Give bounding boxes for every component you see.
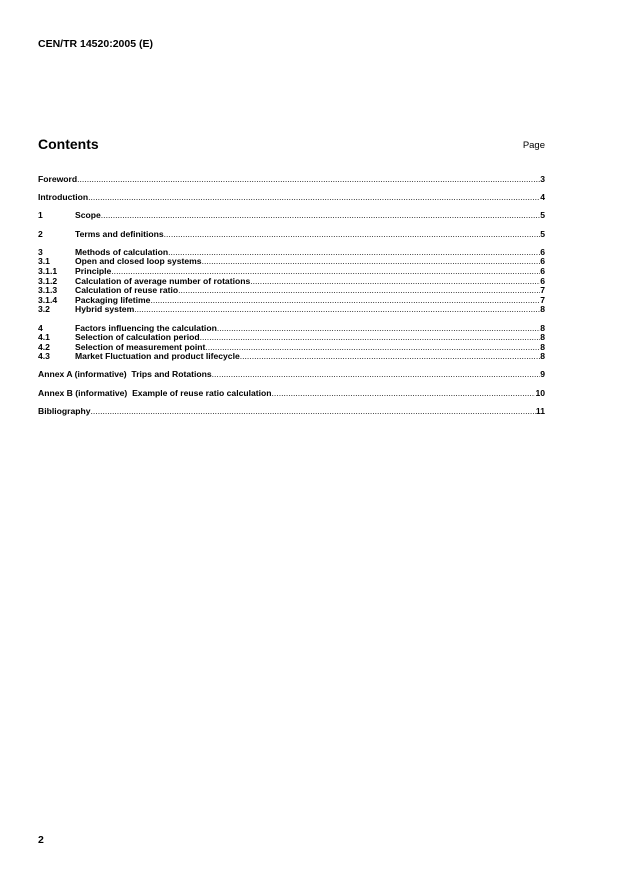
toc-entry-page: 7 <box>540 285 545 296</box>
toc-entry-open-closed-loop[interactable] <box>38 257 545 267</box>
toc-entry-scope[interactable] <box>38 211 545 221</box>
toc-leader-dots <box>240 352 540 362</box>
toc-entry-number: 3.1.2 <box>38 275 58 286</box>
document-id: CEN/TR 14520:2005 (E) <box>38 38 153 50</box>
toc-leader-dots <box>168 248 540 258</box>
toc-entry-title: Calculation of average number of rotations <box>75 275 251 286</box>
toc-entry-page: 10 <box>535 387 545 398</box>
toc-leader-dots <box>212 370 541 380</box>
toc-entry-annex-a[interactable] <box>38 370 545 380</box>
toc-entry-page: 8 <box>540 304 545 315</box>
toc-entry-number: 3.1.4 <box>38 294 58 305</box>
toc-entry-title: Selection of calculation period <box>75 332 200 343</box>
toc-leader-dots <box>205 343 540 353</box>
toc-entry-hybrid-system[interactable] <box>38 305 545 315</box>
toc-entry-page: 3 <box>540 174 545 184</box>
toc-leader-dots <box>272 389 536 399</box>
toc-leader-dots <box>250 277 540 287</box>
toc-entry-title: Scope <box>75 210 101 221</box>
toc-leader-dots <box>91 407 536 417</box>
toc-entry-page: 6 <box>540 246 545 257</box>
page-column-label: Page <box>522 140 545 151</box>
toc-entry-title: Methods of calculation <box>75 246 169 257</box>
toc-entry-page: 8 <box>540 322 545 333</box>
toc-entry-page: 9 <box>540 369 545 380</box>
toc-entry-title: Bibliography <box>38 405 91 416</box>
toc-entry-title: Introduction <box>38 192 89 203</box>
toc-entry-number: 4.2 <box>38 341 50 352</box>
toc-leader-dots <box>77 175 540 185</box>
toc-entry-number: 3.1.1 <box>38 265 58 276</box>
toc-entry-annex-b[interactable] <box>38 389 545 399</box>
toc-entry-page: 5 <box>540 228 545 239</box>
toc-entry-title: Terms and definitions <box>75 228 164 239</box>
toc-entry-foreword[interactable] <box>38 175 545 185</box>
toc-entry-page: 8 <box>540 332 545 343</box>
toc-entry-market-fluctuation[interactable] <box>38 352 545 362</box>
toc-entry-page: 4 <box>540 192 545 203</box>
toc-leader-dots <box>134 305 540 315</box>
toc-entry-page: 6 <box>540 256 545 267</box>
toc-entry-title: Annex B (informative) Example of reuse ratio calculation <box>38 387 272 398</box>
toc-leader-dots <box>202 257 541 267</box>
toc-entry-page: 5 <box>540 210 545 221</box>
toc-entry-number: 4.1 <box>38 332 50 343</box>
toc-entry-title: Market Fluctuation and product lifecycle <box>75 351 240 362</box>
toc-leader-dots <box>178 286 540 296</box>
toc-entry-page: 7 <box>540 294 545 305</box>
toc-entry-title: Annex A (informative) Trips and Rotations <box>38 369 212 380</box>
toc-entry-page: 11 <box>535 405 545 416</box>
toc-entry-title: Principle <box>75 265 112 276</box>
toc-entry-introduction[interactable] <box>38 193 545 203</box>
toc-entry-number: 1 <box>38 210 43 221</box>
toc-entry-title: Calculation of reuse ratio <box>75 285 179 296</box>
toc-entry-title: Open and closed loop systems <box>75 256 202 267</box>
toc-entry-terms-definitions[interactable] <box>38 230 545 240</box>
toc-entry-number: 3.2 <box>38 304 50 315</box>
page-number: 2 <box>38 834 44 846</box>
toc-entry-number: 4 <box>38 322 43 333</box>
table-of-contents <box>38 175 545 416</box>
toc-entry-number: 2 <box>38 228 43 239</box>
toc-entry-page: 6 <box>540 265 545 276</box>
toc-entry-page: 8 <box>540 351 545 362</box>
toc-leader-dots <box>150 296 540 306</box>
toc-entry-number: 3.1.3 <box>38 285 58 296</box>
toc-leader-dots <box>88 193 540 203</box>
toc-entry-number: 3 <box>38 246 43 257</box>
toc-entry-title: Packaging lifetime <box>75 294 151 305</box>
toc-leader-dots <box>101 211 540 221</box>
toc-entry-title: Foreword <box>38 174 78 184</box>
toc-leader-dots <box>200 333 541 343</box>
toc-leader-dots <box>164 230 541 240</box>
toc-entry-number: 4.3 <box>38 351 50 362</box>
toc-entry-page: 6 <box>540 275 545 286</box>
toc-entry-page: 8 <box>540 341 545 352</box>
toc-entry-title: Hybrid system <box>75 304 135 315</box>
toc-entry-title: Factors influencing the calculation <box>75 322 217 333</box>
toc-entry-title: Selection of measurement point <box>75 341 206 352</box>
contents-heading: Contents <box>38 136 99 152</box>
toc-leader-dots <box>217 324 540 334</box>
toc-entry-bibliography[interactable] <box>38 407 545 417</box>
toc-entry-number: 3.1 <box>38 256 50 267</box>
